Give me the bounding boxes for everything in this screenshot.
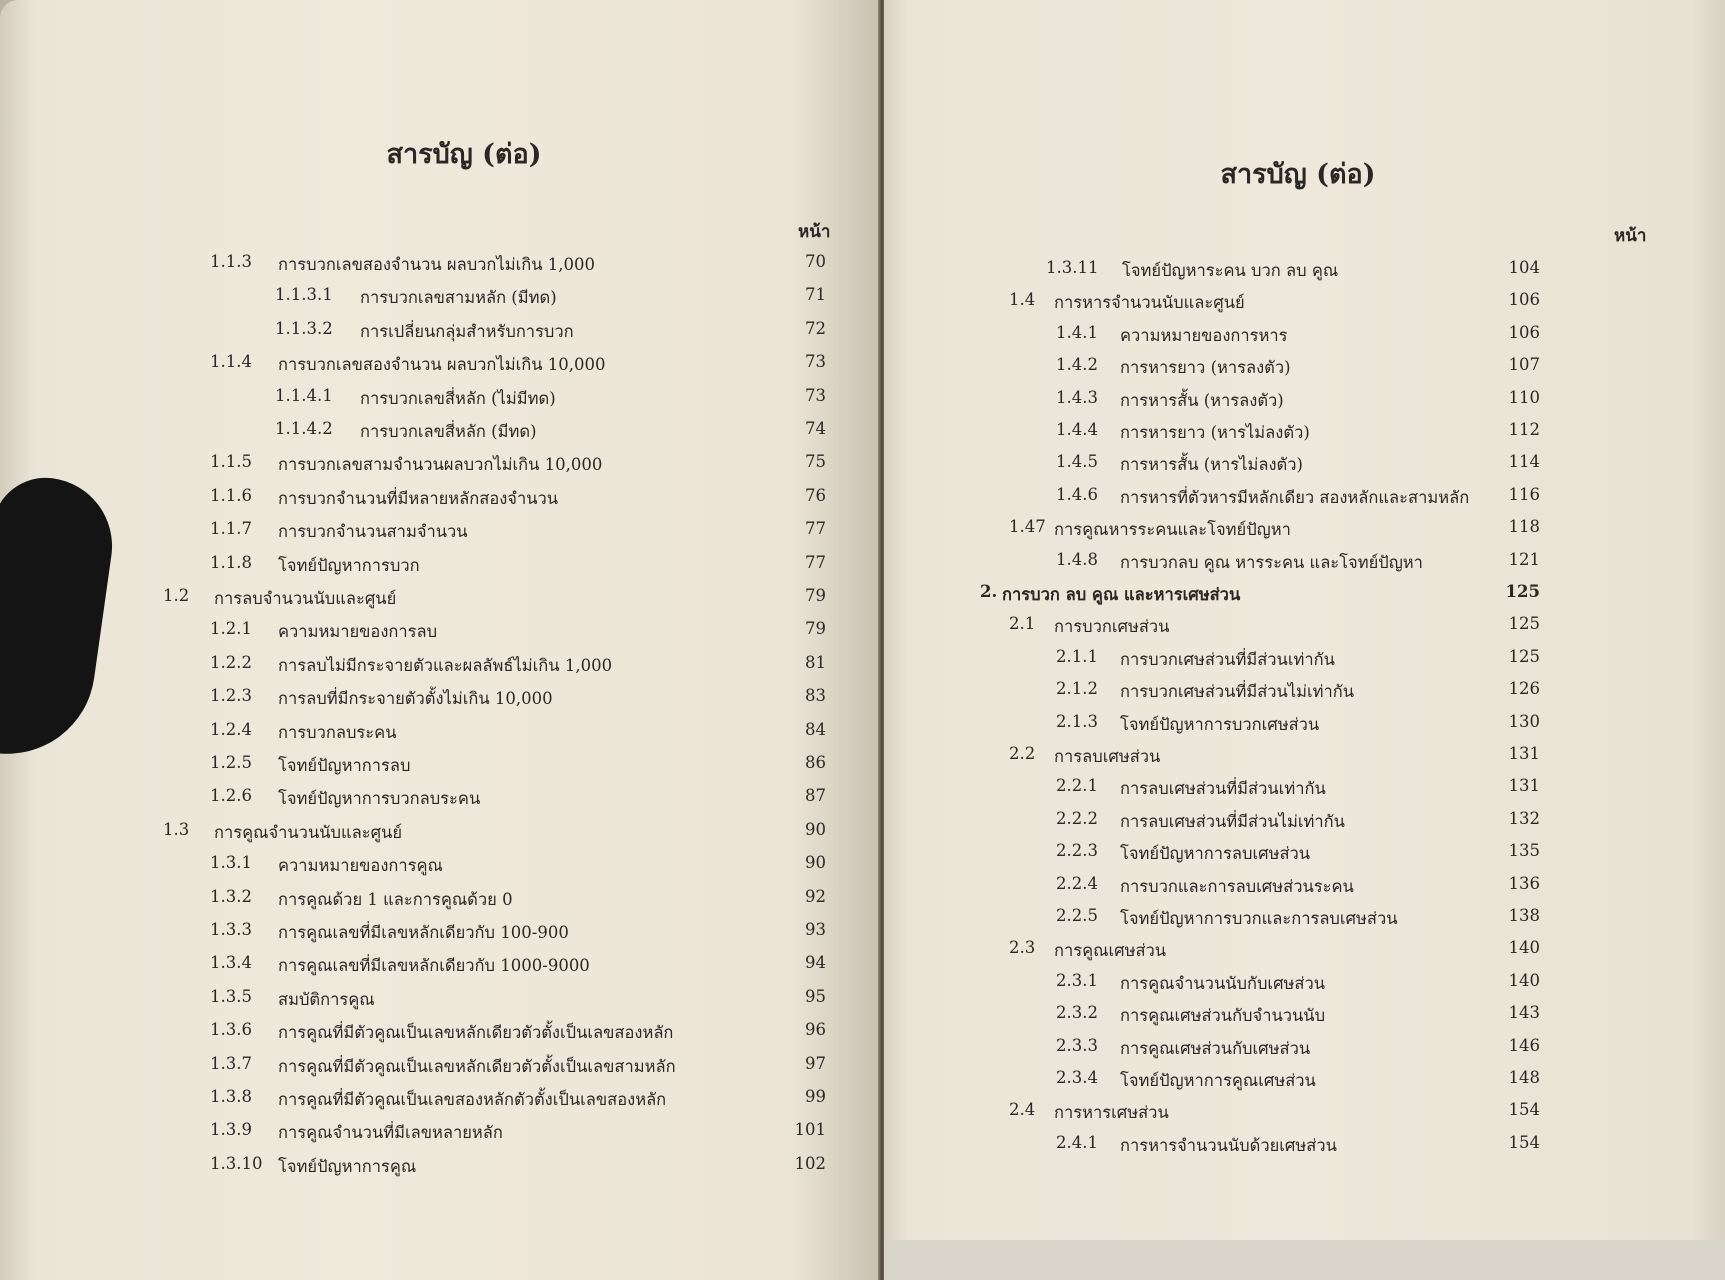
toc-entry-page: 154 [1508,1133,1540,1152]
toc-entry [0,1154,880,1180]
toc-entry [0,753,880,779]
toc-entry-page: 90 [805,853,826,872]
toc-entry-title: การคูณจำนวนที่มีเลขหลายหลัก [278,1123,503,1142]
toc-entry-number: 1.3.10 [210,1154,263,1173]
toc-entry-number: 2.3.1 [1056,971,1098,990]
toc-entry [0,486,880,512]
toc-entry-number: 1.4.5 [1056,452,1098,471]
toc-entry-number: 1.3.2 [210,887,252,906]
toc-entry [884,938,1725,964]
toc-entry-page: 135 [1508,841,1540,860]
toc-entry-page: 70 [805,252,826,271]
toc-entry-title: การหารสั้น (หารลงตัว) [1120,391,1284,410]
toc-entry-title: การบวกเลขสี่หลัก (ไม่มีทด) [360,389,556,408]
toc-entry [0,786,880,812]
toc-entry-number: 1.1.6 [210,486,252,505]
toc-entry-page: 131 [1508,744,1540,763]
toc-entry [884,679,1725,705]
toc-entry-title: โจทย์ปัญหาระคน บวก ลบ คูณ [1122,261,1339,280]
toc-entry [884,355,1725,381]
toc-entry-title: โจทย์ปัญหาการคูณ [278,1157,417,1176]
toc-entry-page: 146 [1508,1036,1540,1055]
toc-entry [884,550,1725,576]
toc-entry-title: ความหมายของการหาร [1120,326,1288,345]
toc-entry-page: 77 [805,519,826,538]
toc-entry [0,285,880,311]
toc-entry-title: การคูณที่มีตัวคูณเป็นเลขสองหลักตัวตั้งเป็นเลขสองหลัก [278,1090,667,1109]
toc-entry-number: 2.1 [1009,614,1036,633]
toc-entry-number: 1.1.4 [210,352,252,371]
toc-entry [884,582,1725,608]
toc-entry [884,1100,1725,1126]
toc-entry [0,820,880,846]
toc-entry-title: การบวกเลขสามหลัก (มีทด) [360,288,557,307]
toc-entry-page: 83 [805,686,826,705]
toc-entry-page: 77 [805,553,826,572]
toc-entry [884,485,1725,511]
toc-entry [884,290,1725,316]
toc-entry-page: 131 [1508,776,1540,795]
toc-entry-number: 1.4.6 [1056,485,1098,504]
toc-entry-title: การบวกเศษส่วนที่มีส่วนเท่ากัน [1120,650,1335,669]
toc-entry [884,647,1725,673]
toc-entry-title: การคูณเศษส่วน [1054,941,1167,960]
toc-entry-page: 138 [1508,906,1540,925]
toc-entry [884,1068,1725,1094]
toc-entry-number: 1.1.8 [210,553,252,572]
toc-entry-title: การลบเศษส่วนที่มีส่วนไม่เท่ากัน [1120,812,1345,831]
left-page-column-label: หน้า [798,222,831,242]
toc-entry-page: 130 [1508,712,1540,731]
toc-entry-title: ความหมายของการคูณ [278,856,443,875]
toc-entry-page: 72 [805,319,826,338]
left-page-heading: สารบัญ (ต่อ) [386,139,542,170]
toc-entry-title: การบวกจำนวนที่มีหลายหลักสองจำนวน [278,489,559,508]
toc-entry-number: 1.1.3.2 [275,319,333,338]
toc-entry-number: 2.1.1 [1056,647,1098,666]
toc-entry [0,720,880,746]
toc-entry-number: 2.1.2 [1056,679,1098,698]
toc-entry-page: 143 [1508,1003,1540,1022]
toc-entry-title: การลบจำนวนนับและศูนย์ [214,589,397,608]
toc-entry [884,420,1725,446]
toc-entry-title: การลบที่มีกระจายตัวตั้งไม่เกิน 10,000 [278,689,553,708]
toc-entry-page: 71 [805,285,826,304]
toc-entry-title: การหารเศษส่วน [1054,1103,1169,1122]
toc-entry-number: 1.47 [1009,517,1046,536]
toc-entry-page: 93 [805,920,826,939]
toc-entry-title: สมบัติการคูณ [278,990,375,1009]
toc-entry-page: 86 [805,753,826,772]
toc-entry-page: 97 [805,1054,826,1073]
right-page-column-label: หน้า [1614,226,1647,246]
toc-entry-number: 1.3.6 [210,1020,252,1039]
toc-entry [884,776,1725,802]
toc-entry-page: 136 [1508,874,1540,893]
toc-entry [884,809,1725,835]
toc-entry [884,874,1725,900]
toc-entry [884,1133,1725,1159]
toc-entry [884,452,1725,478]
toc-entry-title: การบวกเศษส่วน [1054,617,1170,636]
toc-entry [884,712,1725,738]
toc-entry-page: 116 [1508,485,1540,504]
toc-entry-page: 87 [805,786,826,805]
toc-entry-number: 1.3.7 [210,1054,252,1073]
toc-entry-page: 99 [805,1087,826,1106]
toc-entry-page: 154 [1508,1100,1540,1119]
toc-entry [0,386,880,412]
toc-entry-page: 148 [1508,1068,1540,1087]
toc-entry-number: 2.2.5 [1056,906,1098,925]
right-page [884,0,1725,1280]
toc-entry-number: 1.1.4.1 [275,386,333,405]
toc-entry-title: การหารที่ตัวหารมีหลักเดียว สองหลักและสามหลัก [1120,488,1470,507]
toc-entry-title: การคูณเลขที่มีเลขหลักเดียวกับ 1000-9000 [278,956,590,975]
toc-entry-title: โจทย์ปัญหาการบวก [278,556,420,575]
toc-entry-number: 2. [980,582,998,601]
toc-entry [0,619,880,645]
toc-entry-number: 2.3 [1009,938,1036,957]
toc-entry-page: 94 [805,953,826,972]
toc-entry-page: 110 [1508,388,1540,407]
toc-entry-title: การลบเศษส่วน [1054,747,1161,766]
toc-entry-number: 1.2.1 [210,619,252,638]
toc-entry-title: การหารจำนวนนับและศูนย์ [1054,293,1245,312]
toc-entry-page: 106 [1508,323,1540,342]
toc-entry-page: 140 [1508,971,1540,990]
toc-entry-number: 1.1.7 [210,519,252,538]
toc-entry-title: โจทย์ปัญหาการบวกและการลบเศษส่วน [1120,909,1398,928]
toc-entry-page: 125 [1505,582,1540,601]
toc-entry-page: 114 [1508,452,1540,471]
toc-entry-title: การบวกลบระคน [278,723,397,742]
toc-entry [884,323,1725,349]
toc-entry-number: 1.4 [1009,290,1036,309]
toc-entry [0,987,880,1013]
toc-entry-number: 1.3.8 [210,1087,252,1106]
toc-entry-number: 1.4.4 [1056,420,1098,439]
toc-entry [0,519,880,545]
toc-entry [0,1120,880,1146]
toc-entry-title: การบวกเลขสองจำนวน ผลบวกไม่เกิน 10,000 [278,355,606,374]
toc-entry [884,971,1725,997]
toc-entry-number: 1.2.5 [210,753,252,772]
toc-entry-title: การคูณเศษส่วนกับเศษส่วน [1120,1039,1311,1058]
toc-entry-number: 1.2.6 [210,786,252,805]
toc-entry-title: การคูณหารระคนและโจทย์ปัญหา [1054,520,1291,539]
toc-entry [884,258,1725,284]
toc-entry [0,553,880,579]
toc-entry [0,1087,880,1113]
toc-entry [0,920,880,946]
toc-entry-title: การหารจำนวนนับด้วยเศษส่วน [1120,1136,1337,1155]
toc-entry-page: 107 [1508,355,1540,374]
toc-entry-title: การคูณจำนวนนับกับเศษส่วน [1120,974,1326,993]
toc-entry-number: 2.4.1 [1056,1133,1098,1152]
toc-entry-page: 79 [805,586,826,605]
toc-entry-page: 75 [805,452,826,471]
toc-entry [884,388,1725,414]
toc-entry-page: 84 [805,720,826,739]
toc-entry-page: 125 [1508,647,1540,666]
toc-entry-number: 2.2.1 [1056,776,1098,795]
toc-entry [0,1020,880,1046]
toc-entry-title: การบวกเศษส่วนที่มีส่วนไม่เท่ากัน [1120,682,1355,701]
toc-entry-page: 96 [805,1020,826,1039]
toc-entry-title: การบวกและการลบเศษส่วนระคน [1120,877,1354,896]
toc-entry-title: การบวกลบ คูณ หารระคน และโจทย์ปัญหา [1120,553,1423,572]
toc-entry-title: โจทย์ปัญหาการบวกเศษส่วน [1120,715,1320,734]
toc-entry-number: 2.2.3 [1056,841,1098,860]
toc-entry [884,517,1725,543]
toc-entry-title: การคูณเศษส่วนกับจำนวนนับ [1120,1006,1326,1025]
toc-entry-page: 74 [805,419,826,438]
toc-entry-number: 1.2.2 [210,653,252,672]
page-bottom-edge [884,1240,1725,1280]
toc-entry-page: 112 [1508,420,1540,439]
toc-entry [0,653,880,679]
toc-entry [0,686,880,712]
toc-entry-title: การคูณที่มีตัวคูณเป็นเลขหลักเดียวตัวตั้งเป็นเลขสองหลัก [278,1023,674,1042]
toc-entry-title: การบวก ลบ คูณ และหารเศษส่วน [1002,585,1241,604]
toc-entry [884,906,1725,932]
toc-entry-number: 1.3.3 [210,920,252,939]
toc-entry-number: 1.3.5 [210,987,252,1006]
toc-entry-title: การคูณที่มีตัวคูณเป็นเลขหลักเดียวตัวตั้งเป็นเลขสามหลัก [278,1057,676,1076]
toc-entry-number: 1.4.1 [1056,323,1098,342]
toc-entry-page: 102 [794,1154,826,1173]
toc-entry-page: 104 [1508,258,1540,277]
toc-entry-title: ความหมายของการลบ [278,622,438,641]
toc-entry-number: 1.3.11 [1046,258,1099,277]
toc-entry [0,252,880,278]
toc-entry-number: 1.2.3 [210,686,252,705]
toc-entry-number: 2.3.4 [1056,1068,1098,1087]
toc-entry-number: 2.3.2 [1056,1003,1098,1022]
toc-entry-number: 2.3.3 [1056,1036,1098,1055]
toc-entry-title: การบวกเลขสองจำนวน ผลบวกไม่เกิน 1,000 [278,255,595,274]
toc-entry-title: การหารสั้น (หารไม่ลงตัว) [1120,455,1303,474]
toc-entry-page: 140 [1508,938,1540,957]
toc-entry-page: 132 [1508,809,1540,828]
toc-entry [884,841,1725,867]
toc-entry-number: 2.2.4 [1056,874,1098,893]
toc-entry-title: โจทย์ปัญหาการลบเศษส่วน [1120,844,1311,863]
toc-entry-title: การหารยาว (หารลงตัว) [1120,358,1291,377]
toc-entry [884,1036,1725,1062]
toc-entry-number: 1.1.5 [210,452,252,471]
toc-entry-page: 106 [1508,290,1540,309]
toc-entry-number: 2.2.2 [1056,809,1098,828]
toc-entry-page: 125 [1508,614,1540,633]
toc-entry-title: โจทย์ปัญหาการลบ [278,756,411,775]
toc-entry-title: โจทย์ปัญหาการคูณเศษส่วน [1120,1071,1316,1090]
toc-entry-page: 73 [805,352,826,371]
toc-entry [0,586,880,612]
toc-entry-number: 1.3 [163,820,190,839]
toc-entry-page: 118 [1508,517,1540,536]
toc-entry-number: 2.4 [1009,1100,1036,1119]
toc-entry-title: การคูณจำนวนนับและศูนย์ [214,823,403,842]
toc-entry-number: 2.2 [1009,744,1036,763]
toc-entry-number: 1.2 [163,586,190,605]
toc-entry-title: การลบไม่มีกระจายตัวและผลลัพธ์ไม่เกิน 1,000 [278,656,613,675]
toc-entry [0,352,880,378]
toc-entry-title: การบวกเลขสี่หลัก (มีทด) [360,422,537,441]
toc-entry-number: 1.3.4 [210,953,252,972]
toc-entry-number: 1.1.3.1 [275,285,333,304]
toc-entry-page: 95 [805,987,826,1006]
toc-entry [0,953,880,979]
toc-entry-page: 92 [805,887,826,906]
toc-entry-page: 81 [805,653,826,672]
toc-entry [884,614,1725,640]
toc-entry-number: 1.3.9 [210,1120,252,1139]
toc-entry-page: 73 [805,386,826,405]
toc-entry [0,887,880,913]
toc-entry-title: โจทย์ปัญหาการบวกลบระคน [278,789,481,808]
toc-entry-title: การคูณเลขที่มีเลขหลักเดียวกับ 100-900 [278,923,569,942]
right-page-heading: สารบัญ (ต่อ) [1220,159,1376,190]
toc-entry [884,1003,1725,1029]
toc-entry-page: 79 [805,619,826,638]
toc-entry-number: 1.4.8 [1056,550,1098,569]
toc-entry-number: 2.1.3 [1056,712,1098,731]
toc-entry-number: 1.1.3 [210,252,252,271]
toc-entry-page: 126 [1508,679,1540,698]
toc-entry [884,744,1725,770]
toc-entry-title: การหารยาว (หารไม่ลงตัว) [1120,423,1310,442]
toc-entry-number: 1.1.4.2 [275,419,333,438]
toc-entry-page: 76 [805,486,826,505]
toc-entry-number: 1.2.4 [210,720,252,739]
toc-entry-title: การบวกเลขสามจำนวนผลบวกไม่เกิน 10,000 [278,455,603,474]
toc-entry-number: 1.4.3 [1056,388,1098,407]
toc-entry-title: การลบเศษส่วนที่มีส่วนเท่ากัน [1120,779,1326,798]
toc-entry-title: การเปลี่ยนกลุ่มสำหรับการบวก [360,322,574,341]
toc-entry [0,853,880,879]
toc-entry-number: 1.4.2 [1056,355,1098,374]
toc-entry-page: 121 [1508,550,1540,569]
toc-entry-page: 101 [794,1120,826,1139]
toc-entry-page: 90 [805,820,826,839]
toc-entry [0,319,880,345]
toc-entry [0,1054,880,1080]
toc-entry-number: 1.3.1 [210,853,252,872]
toc-entry [0,419,880,445]
toc-entry [0,452,880,478]
toc-entry-title: การคูณด้วย 1 และการคูณด้วย 0 [278,890,513,909]
toc-entry-title: การบวกจำนวนสามจำนวน [278,522,468,541]
